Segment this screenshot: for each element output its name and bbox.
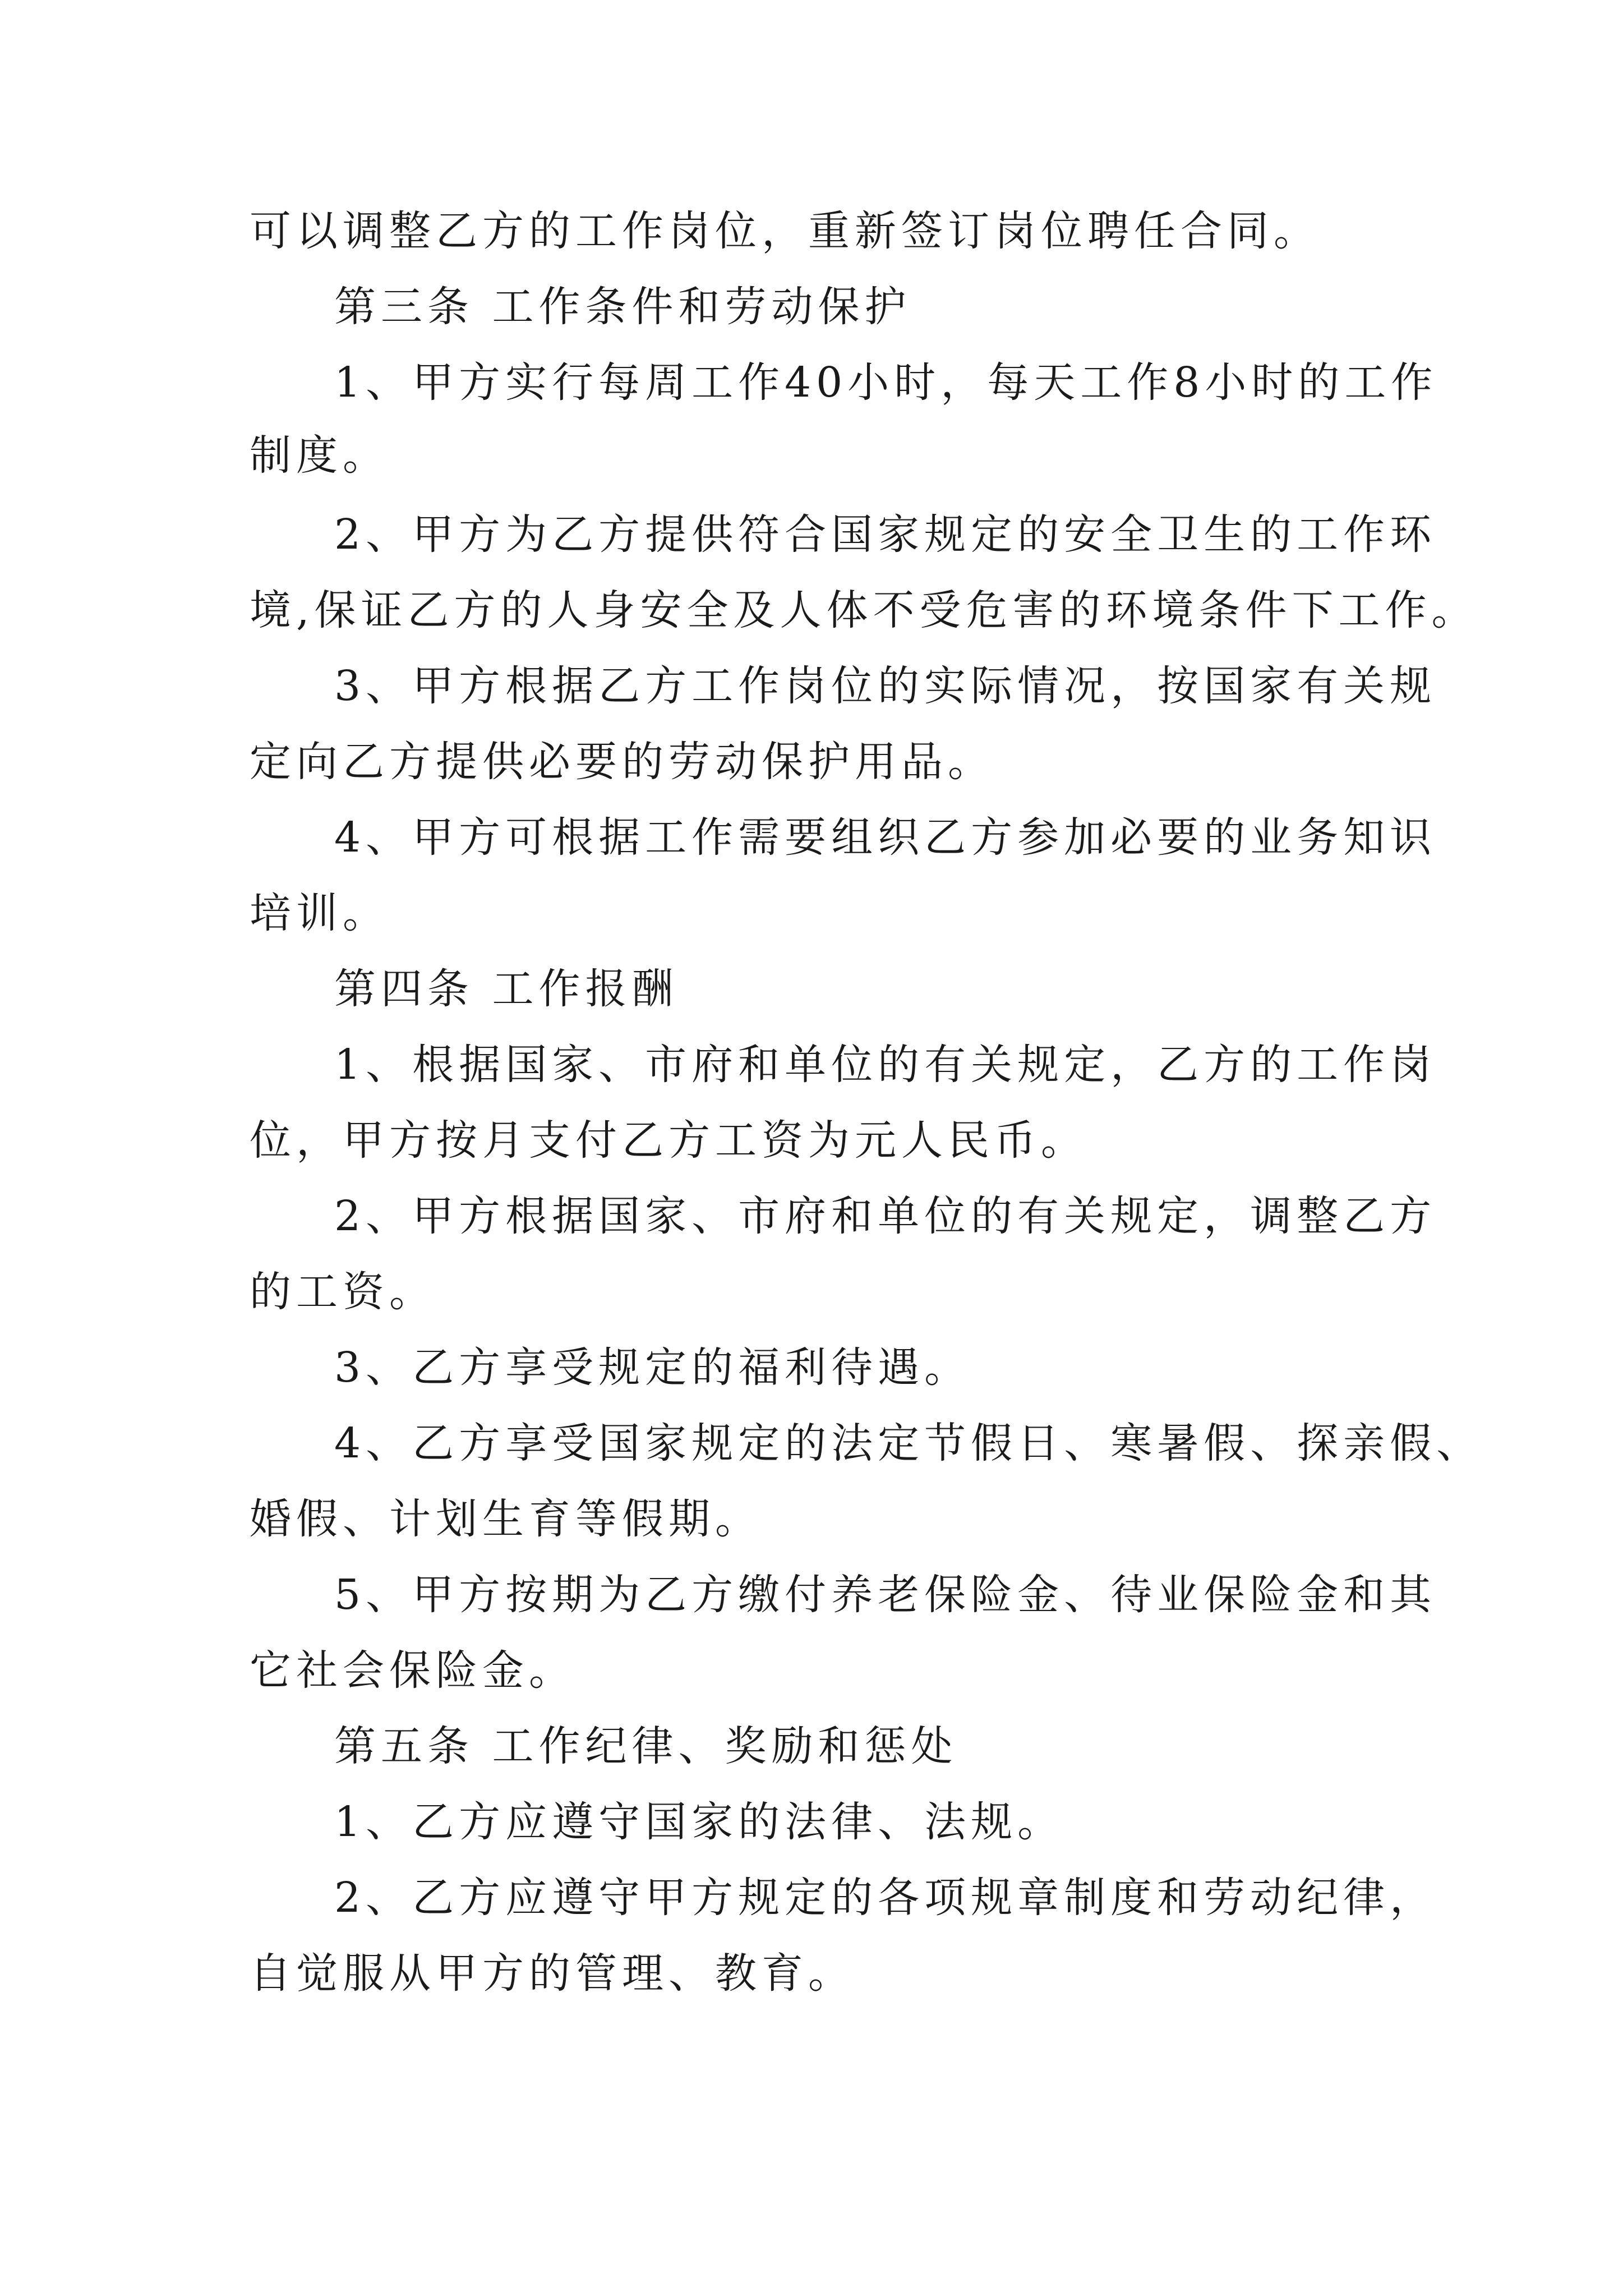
paragraph-line: 2、甲方根据国家、市府和单位的有关规定，调整乙方 — [334, 1192, 1437, 1240]
text-line-continuation: 可以调整乙方的工作岗位，重新签订岗位聘任合同。 — [250, 207, 1320, 255]
section-heading-article-4: 第四条 工作报酬 — [334, 965, 679, 1013]
paragraph-line: 5、甲方按期为乙方缴付养老保险金、待业保险金和其 — [334, 1571, 1437, 1619]
paragraph-line: 位，甲方按月支付乙方工资为元人民币。 — [250, 1116, 1087, 1165]
paragraph-line: 2、乙方应遵守甲方规定的各项规章制度和劳动纪律， — [334, 1874, 1437, 1922]
paragraph-line: 3、乙方享受规定的福利待遇。 — [334, 1343, 971, 1392]
paragraph-line: 培训。 — [250, 889, 389, 937]
paragraph-line: 1、乙方应遵守国家的法律、法规。 — [334, 1798, 1064, 1846]
paragraph-line: 婚假、计划生育等假期。 — [250, 1495, 762, 1543]
section-heading-article-5: 第五条 工作纪律、奖励和惩处 — [334, 1722, 958, 1770]
paragraph-line: 自觉服从甲方的管理、教育。 — [250, 1949, 855, 1998]
section-heading-article-3: 第三条 工作条件和劳动保护 — [334, 283, 911, 331]
paragraph-line: 4、甲方可根据工作需要组织乙方参加必要的业务知识 — [334, 813, 1437, 862]
paragraph-line: 的工资。 — [250, 1268, 436, 1316]
paragraph-line: 2、甲方为乙方提供符合国家规定的安全卫生的工作环 — [334, 510, 1437, 559]
paragraph-line: 境,保证乙方的人身安全及人体不受危害的环境条件下工作。 — [250, 586, 1478, 634]
paragraph-line: 它社会保险金。 — [250, 1646, 575, 1695]
paragraph-line: 1、甲方实行每周工作40小时，每天工作8小时的工作 — [334, 358, 1438, 407]
paragraph-line: 1、根据国家、市府和单位的有关规定，乙方的工作岗 — [334, 1041, 1437, 1089]
paragraph-line: 定向乙方提供必要的劳动保护用品。 — [250, 738, 994, 786]
paragraph-line: 3、甲方根据乙方工作岗位的实际情况，按国家有关规 — [334, 662, 1437, 710]
paragraph-line: 制度。 — [250, 431, 389, 480]
paragraph-line: 4、乙方享受国家规定的法定节假日、寒暑假、探亲假、 — [334, 1419, 1483, 1467]
